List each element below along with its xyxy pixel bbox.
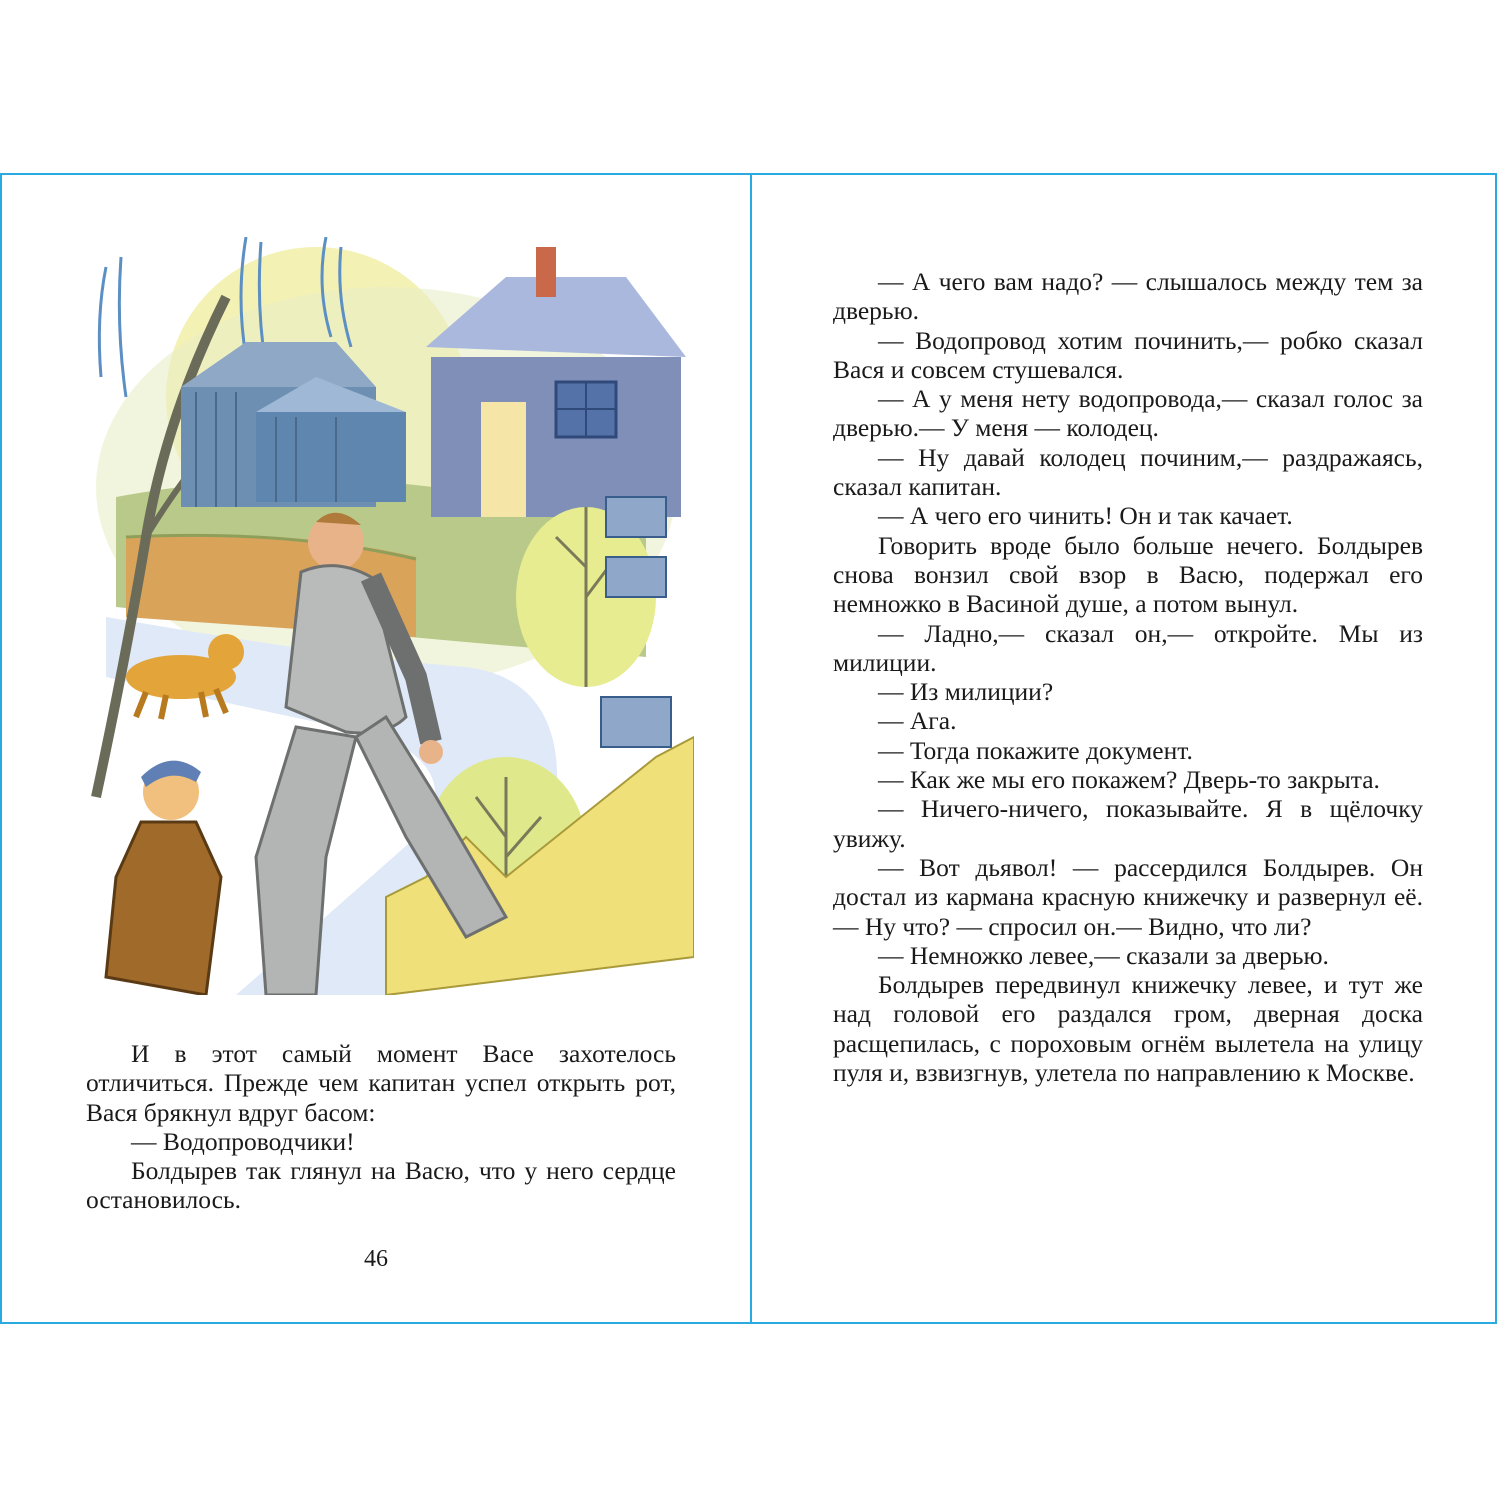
paragraph: — Ну давай колодец починим,— раздражаясь, сказал капитан. xyxy=(833,442,1423,502)
paragraph: Болдырев так глянул на Васю, что у него сердце остановилось. xyxy=(86,1156,676,1215)
paragraph: Говорить вроде было больше нечего. Болдырев снова вонзил свой взор в Васю, подержал его немножко в Васиной душе, а потом вынул. xyxy=(833,530,1423,619)
page-divider xyxy=(750,175,752,1322)
paragraph: — Тогда покажите документ. xyxy=(878,735,1193,765)
paragraph: — Водопровод хотим починить,— робко сказал Вася и совсем стушевался. xyxy=(833,325,1423,384)
paragraph: — Ага. xyxy=(878,706,957,736)
paragraph: И в этот самый момент Васе захотелось отличиться. Прежде чем капитан успел открыть рот, Вася брякнул вдруг басом: xyxy=(86,1039,676,1127)
paragraph: — Ладно,— сказал он,— откройте. Мы из милиции. xyxy=(833,618,1423,677)
paragraph: — Водопроводчики! xyxy=(131,1126,355,1156)
story-illustration xyxy=(86,237,694,995)
left-page-text xyxy=(86,1039,676,1215)
paragraph: — Немножко левее,— сказали за дверью. xyxy=(878,940,1329,970)
paragraph: Болдырев передвинул книжечку левее, и тут же над головой его раздался гром, дверная доска расщепилась, с пороховым огнём вылетела на улицу пуля и, взвизгнув, улетела по направлению к Москве. xyxy=(833,970,1423,1088)
paragraph: — А чего его чинить! Он и так качает. xyxy=(878,501,1293,531)
paragraph: — А у меня нету водопровода,— сказал голос за дверью.— У меня — колодец. xyxy=(833,384,1423,443)
paragraph: — Из милиции? xyxy=(878,677,1054,707)
book-spread xyxy=(0,173,1497,1324)
page-number: 46 xyxy=(364,1246,388,1272)
paragraph: — Ничего-ничего, показывайте. Я в щёлочку увижу. xyxy=(833,794,1423,853)
paragraph: — А чего вам надо? — слышалось между тем за дверью. xyxy=(833,267,1423,326)
right-page-text xyxy=(833,267,1423,1087)
paragraph: — Как же мы его покажем? Дверь-то закрыта. xyxy=(878,765,1380,795)
paragraph: — Вот дьявол! — рассердился Болдырев. Он достал из кармана красную книжечку и развернул её.— Ну что? — спросил он.— Видно, что ли? xyxy=(833,852,1423,941)
